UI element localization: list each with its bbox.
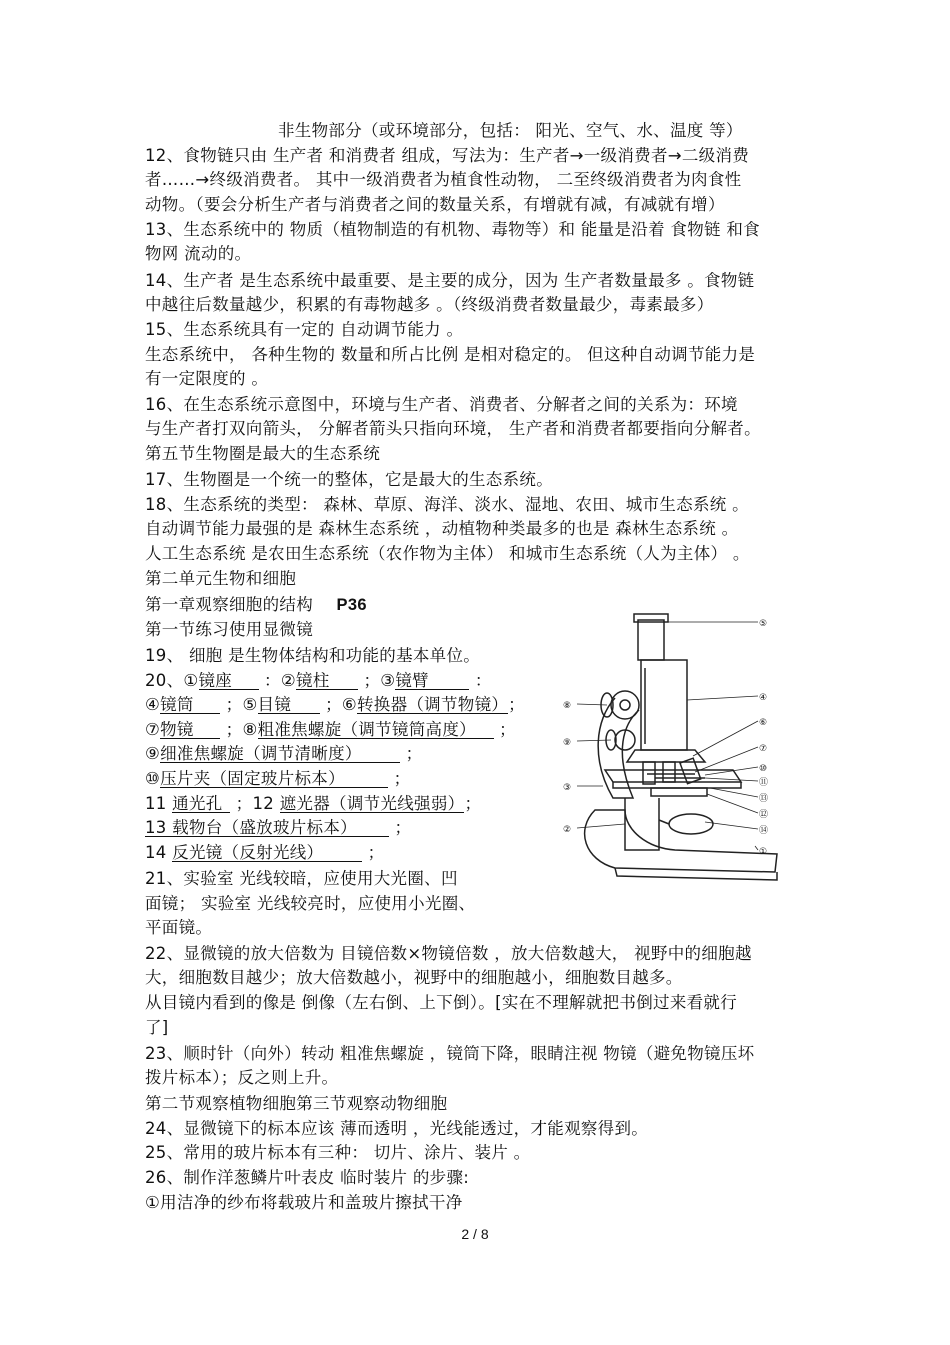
answer-blank: 镜座: [199, 672, 259, 690]
section-heading: 第一节练习使用显微镜: [145, 620, 313, 639]
text-line: 中越往后数量越少，积累的有毒物越多 。（终级消费者数量最少，毒素最多）: [145, 295, 714, 314]
answer-blank: 镜柱: [296, 672, 358, 690]
text-line: 大，细胞数目越少；放大倍数越小，视野中的细胞越小，细胞数目越多。: [145, 968, 683, 987]
text-line: 平面镜。: [145, 918, 213, 937]
text-line: 与生产者打双向箭头， 分解者箭头只指向环境， 生产者和消费者都要指向分解者。: [145, 419, 761, 438]
answer-blank: 压片夹（固定玻片标本）: [160, 770, 388, 788]
text-line: 有一定限度的 。: [145, 369, 269, 388]
label-3: ③: [563, 783, 572, 793]
label-5: ⑤: [759, 619, 768, 629]
label-6: ⑥: [759, 718, 768, 728]
answer-blank: 物镜: [160, 721, 220, 739]
text-line: 面镜； 实验室 光线较亮时，应使用小光圈、: [145, 894, 476, 913]
text-line: 14、生产者 是生态系统中最重要、是主要的成分，因为 生产者数量最多 。食物链: [145, 271, 755, 290]
text-line: 物网 流动的。: [145, 244, 252, 263]
text-line: 22、显微镜的放大倍数为 目镜倍数×物镜倍数 ，放大倍数越大， 视野中的细胞越: [145, 944, 752, 963]
text-line: 13、生态系统中的 物质（植物制造的有机物、毒物等）和 能量是沿着 食物链 和食: [145, 220, 760, 239]
section-heading: 第五节生物圈是最大的生态系统: [145, 444, 381, 463]
answer-blank: 细准焦螺旋（调节清晰度）: [160, 745, 400, 763]
label-9: ⑨: [563, 738, 572, 748]
text-line: 13 载物台（盛放玻片标本） ；: [145, 818, 412, 837]
text-line: 人工生态系统 是农田生态系统（农作物为主体） 和城市生态系统（人为主体） 。: [145, 544, 750, 563]
answer-blank: 反光镜（反射光线）: [172, 844, 362, 862]
label-8: ⑧: [563, 701, 572, 711]
text-line: 26、制作洋葱鳞片叶表皮 临时装片 的步骤:: [145, 1168, 470, 1187]
text-line: 19、 细胞 是生物体结构和功能的基本单位。: [145, 646, 481, 665]
answer-blank: 13 载物台（盛放玻片标本）: [145, 819, 389, 837]
text-line: ⑦物镜 ；⑧粗准焦螺旋（调节镜筒高度） ；: [145, 720, 516, 739]
label-4: ④: [759, 693, 768, 703]
answer-blank: 遮光器（调节光线强弱）: [279, 794, 465, 813]
text-line: 20、①镜座 ：②镜柱 ；③镜臂 ：: [145, 671, 492, 690]
text-line: 12、食物链只由 生产者 和消费者 组成，写法为：生产者→一级消费者→二级消费: [145, 146, 750, 165]
answer-blank: 目镜: [258, 696, 320, 714]
text-line: 15、生态系统具有一定的 自动调节能力 。: [145, 320, 464, 339]
label-7: ⑦: [759, 744, 768, 754]
text-line: 者……→终级消费者。 其中一级消费者为植食性动物， 二至终级消费者为肉食性: [145, 170, 742, 189]
label-12: ⑫: [759, 810, 769, 820]
page-reference: P36: [336, 596, 367, 614]
text-line: 了]: [145, 1018, 169, 1037]
text-line: 非生物部分（或环境部分，包括： 阳光、空气、水、温度 等）: [278, 121, 743, 140]
page-number: 2 / 8: [461, 1226, 489, 1242]
section-heading: 第二节观察植物细胞第三节观察动物细胞: [145, 1094, 448, 1113]
text-line: 21、实验室 光线较暗，应使用大光圈、凹: [145, 869, 458, 888]
answer-blank: 粗准焦螺旋（调节镜筒高度）: [258, 721, 494, 739]
text-line: 24、显微镜下的标本应该 薄而透明 ，光线能透过，才能观察得到。: [145, 1119, 649, 1138]
text-line: 生态系统中， 各种生物的 数量和所占比例 是相对稳定的。 但这种自动调节能力是: [145, 345, 756, 364]
text-line: 11 通光孔 ；12 遮光器（调节光线强弱）；: [145, 794, 482, 813]
label-14: ⑭: [759, 826, 769, 836]
text-line: ⑨细准焦螺旋（调节清晰度） ；: [145, 744, 423, 763]
answer-blank: 转换器（调节物镜）: [356, 695, 509, 714]
text-line: 动物。（要会分析生产者与消费者之间的数量关系，有增就有减，有减就有增）: [145, 195, 725, 214]
text-line: 23、顺时针（向外）转动 粗准焦螺旋 ，镜筒下降，眼睛注视 物镜（避免物镜压坏: [145, 1044, 755, 1063]
microscope-diagram: [555, 610, 795, 882]
label-10: ⑩: [759, 764, 768, 774]
text-line: 拨片标本）；反之则上升。: [145, 1068, 339, 1087]
label-11: ⑪: [759, 778, 769, 788]
answer-blank: 镜臂: [395, 672, 469, 690]
unit-heading: 第二单元生物和细胞: [145, 569, 297, 588]
label-1: ①: [759, 847, 768, 857]
answer-blank: 镜筒: [160, 696, 220, 714]
chapter-heading: [145, 595, 367, 615]
text-line: ④镜筒 ；⑤目镜 ；⑥转换器（调节物镜）；: [145, 695, 525, 714]
text-line: 自动调节能力最强的是 森林生态系统 ，动植物种类最多的也是 森林生态系统 。: [145, 519, 739, 538]
text-line: ①用洁净的纱布将载玻片和盖玻片擦拭干净: [145, 1193, 463, 1212]
chapter-title: 第一章观察细胞的结构: [145, 595, 313, 614]
label-2: ②: [563, 825, 572, 835]
label-13: ⑬: [759, 794, 769, 804]
text-line: 14 反光镜（反射光线） ；: [145, 843, 385, 862]
text-line: 16、在生态系统示意图中，环境与生产者、消费者、分解者之间的关系为：环境: [145, 395, 738, 414]
text-line: 25、常用的玻片标本有三种： 切片、涂片、装片 。: [145, 1143, 531, 1162]
text-line: 17、生物圈是一个统一的整体，它是最大的生态系统。: [145, 470, 553, 489]
text-line: 18、生态系统的类型： 森林、草原、海洋、淡水、湿地、农田、城市生态系统 。: [145, 495, 749, 514]
answer-blank: 通光孔: [172, 795, 230, 813]
text-line: ⑩压片夹（固定玻片标本） ；: [145, 769, 411, 788]
text-line: 从目镜内看到的像是 倒像（左右倒、上下倒）。[实在不理解就把书倒过来看就行: [145, 993, 738, 1012]
